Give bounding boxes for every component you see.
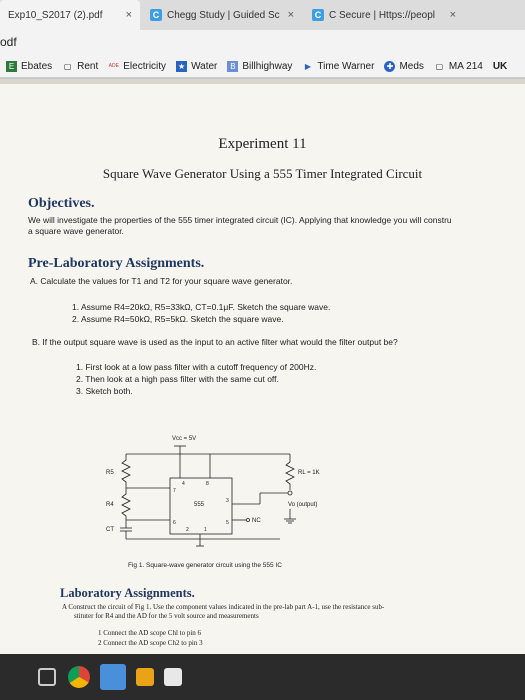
rl-label: RL = 1K	[298, 470, 320, 476]
objectives-line: a square wave generator.	[28, 226, 124, 236]
bookmarks-bar	[0, 56, 525, 78]
prelab-a1: 1. Assume R4=20kΩ, R5=33kΩ, CT=0.1μF. Sketch the square wave.	[72, 302, 331, 312]
prelab-b: B. If the output square wave is used as the input to an active filter what would the filter output be?	[32, 337, 398, 347]
taskbar	[0, 654, 525, 700]
experiment-title: Experiment 11	[218, 136, 307, 152]
pin-8-label: 8	[206, 481, 209, 487]
bookmark-label: Water	[191, 61, 218, 72]
page-icon: ▢	[63, 62, 72, 71]
circuit-diagram	[100, 424, 340, 564]
objectives-line: We will investigate the properties of the 555 timer integrated circuit (IC). Applying that knowledge you will constru	[28, 215, 452, 225]
experiment-subtitle: Square Wave Generator Using a 555 Timer Integrated Circuit	[102, 166, 423, 181]
mic-icon[interactable]	[10, 668, 20, 686]
prelab-b1: 1. First look at a low pass filter with a cutoff frequency of 200Hz.	[76, 362, 317, 372]
ic-label: 555	[194, 502, 205, 508]
active-app-icon[interactable]	[100, 664, 126, 690]
close-icon[interactable]: ×	[449, 9, 456, 21]
lab-heading: Laboratory Assignments.	[60, 586, 195, 600]
bookmark-label: Ebates	[21, 61, 53, 72]
prelab-heading: Pre-Laboratory Assignments.	[28, 256, 205, 271]
billhighway-icon: B	[227, 61, 238, 72]
ct-label: CT	[106, 527, 114, 533]
bookmark-label: UK	[492, 61, 508, 72]
tab-pdf[interactable]	[0, 0, 140, 30]
star-icon: ★	[177, 62, 186, 71]
r4-label: R4	[106, 502, 114, 508]
medical-icon: ✚	[384, 61, 395, 72]
objectives-heading: Objectives.	[28, 196, 95, 211]
vcc-label: Vcc = 5V	[172, 436, 197, 442]
pin-7-label: 7	[173, 488, 176, 494]
bookmark-label: MA 214	[448, 61, 483, 72]
bookmark-label: Billhighway	[242, 61, 293, 72]
pin-1-label: 1	[204, 527, 207, 533]
bookmark-ebates[interactable]	[6, 61, 52, 72]
close-icon[interactable]: ×	[287, 9, 294, 21]
chrome-icon[interactable]	[68, 666, 90, 688]
prelab-b2: 2. Then look at a high pass filter with the same cut off.	[76, 374, 279, 384]
bookmark-time-warner[interactable]	[302, 61, 374, 72]
bookmark-rent[interactable]	[62, 61, 98, 72]
pin-3-label: 3	[226, 498, 229, 504]
address-bar[interactable]	[0, 30, 525, 56]
pin-5-label: 5	[226, 520, 229, 526]
r5-label: R5	[106, 470, 114, 476]
bookmark-billhighway[interactable]	[227, 61, 292, 72]
lab-a-line: stituter for R4 and the AD for the 5 volt source and measurements	[74, 612, 259, 620]
nc-label: NC	[252, 518, 261, 524]
bookmark-uk[interactable]	[493, 61, 507, 72]
lab-a	[62, 603, 522, 621]
chegg-icon: C	[312, 9, 324, 21]
bookmark-label: Meds	[399, 61, 424, 72]
tab-chegg[interactable]	[142, 0, 302, 30]
figure-caption: Fig 1. Square-wave generator circuit using the 555 IC	[128, 562, 282, 569]
ebates-icon: E	[6, 61, 17, 72]
bookmark-ma214[interactable]	[434, 61, 483, 72]
prelab-b3: 3. Sketch both.	[76, 386, 133, 396]
bookmark-label: Electricity	[123, 61, 167, 72]
pin-2-label: 2	[186, 527, 189, 533]
bookmark-meds[interactable]	[384, 61, 423, 72]
lab-a-line: A Construct the circuit of Fig 1. Use the component values indicated in the pre-lab part A-1, use the resistance sub-	[62, 603, 385, 611]
objectives-text	[28, 215, 452, 237]
prelab-a2: 2. Assume R4=50kΩ, R5=5kΩ. Sketch the square wave.	[72, 314, 284, 324]
lab-step-1: 1 Connect the AD scope Chl to pin 6	[98, 629, 202, 637]
store-icon[interactable]	[164, 668, 182, 686]
pin-4-label: 4	[182, 481, 185, 487]
tab-secure-title: C Secure | Https://peopl	[329, 9, 435, 21]
bookmark-electricity[interactable]	[108, 61, 166, 72]
task-view-icon[interactable]	[38, 668, 56, 686]
pdf-page	[0, 84, 525, 654]
close-icon[interactable]: ×	[125, 9, 132, 21]
bookmark-water[interactable]	[176, 61, 217, 72]
address-text: odf	[0, 35, 17, 49]
tab-chegg-title: Chegg Study | Guided Sc	[167, 9, 280, 21]
prelab-a: A. Calculate the values for T1 and T2 for your square wave generator.	[30, 276, 293, 286]
bookmark-label: Time Warner	[317, 61, 375, 72]
play-icon: ▶	[304, 62, 311, 71]
tab-pdf-title: Exp10_S2017 (2).pdf	[8, 9, 103, 21]
page-icon: ▢	[435, 62, 444, 71]
lge-icon: ADE	[108, 63, 119, 69]
folder-icon[interactable]	[136, 668, 154, 686]
pin-6-label: 6	[173, 520, 176, 526]
bookmark-label: Rent	[77, 61, 99, 72]
tab-secure[interactable]	[304, 0, 464, 30]
chegg-icon: C	[150, 9, 162, 21]
vo-label: Vo (output)	[288, 502, 318, 508]
lab-step-2: 2 Connect the AD scope Ch2 to pin 3	[98, 639, 203, 647]
